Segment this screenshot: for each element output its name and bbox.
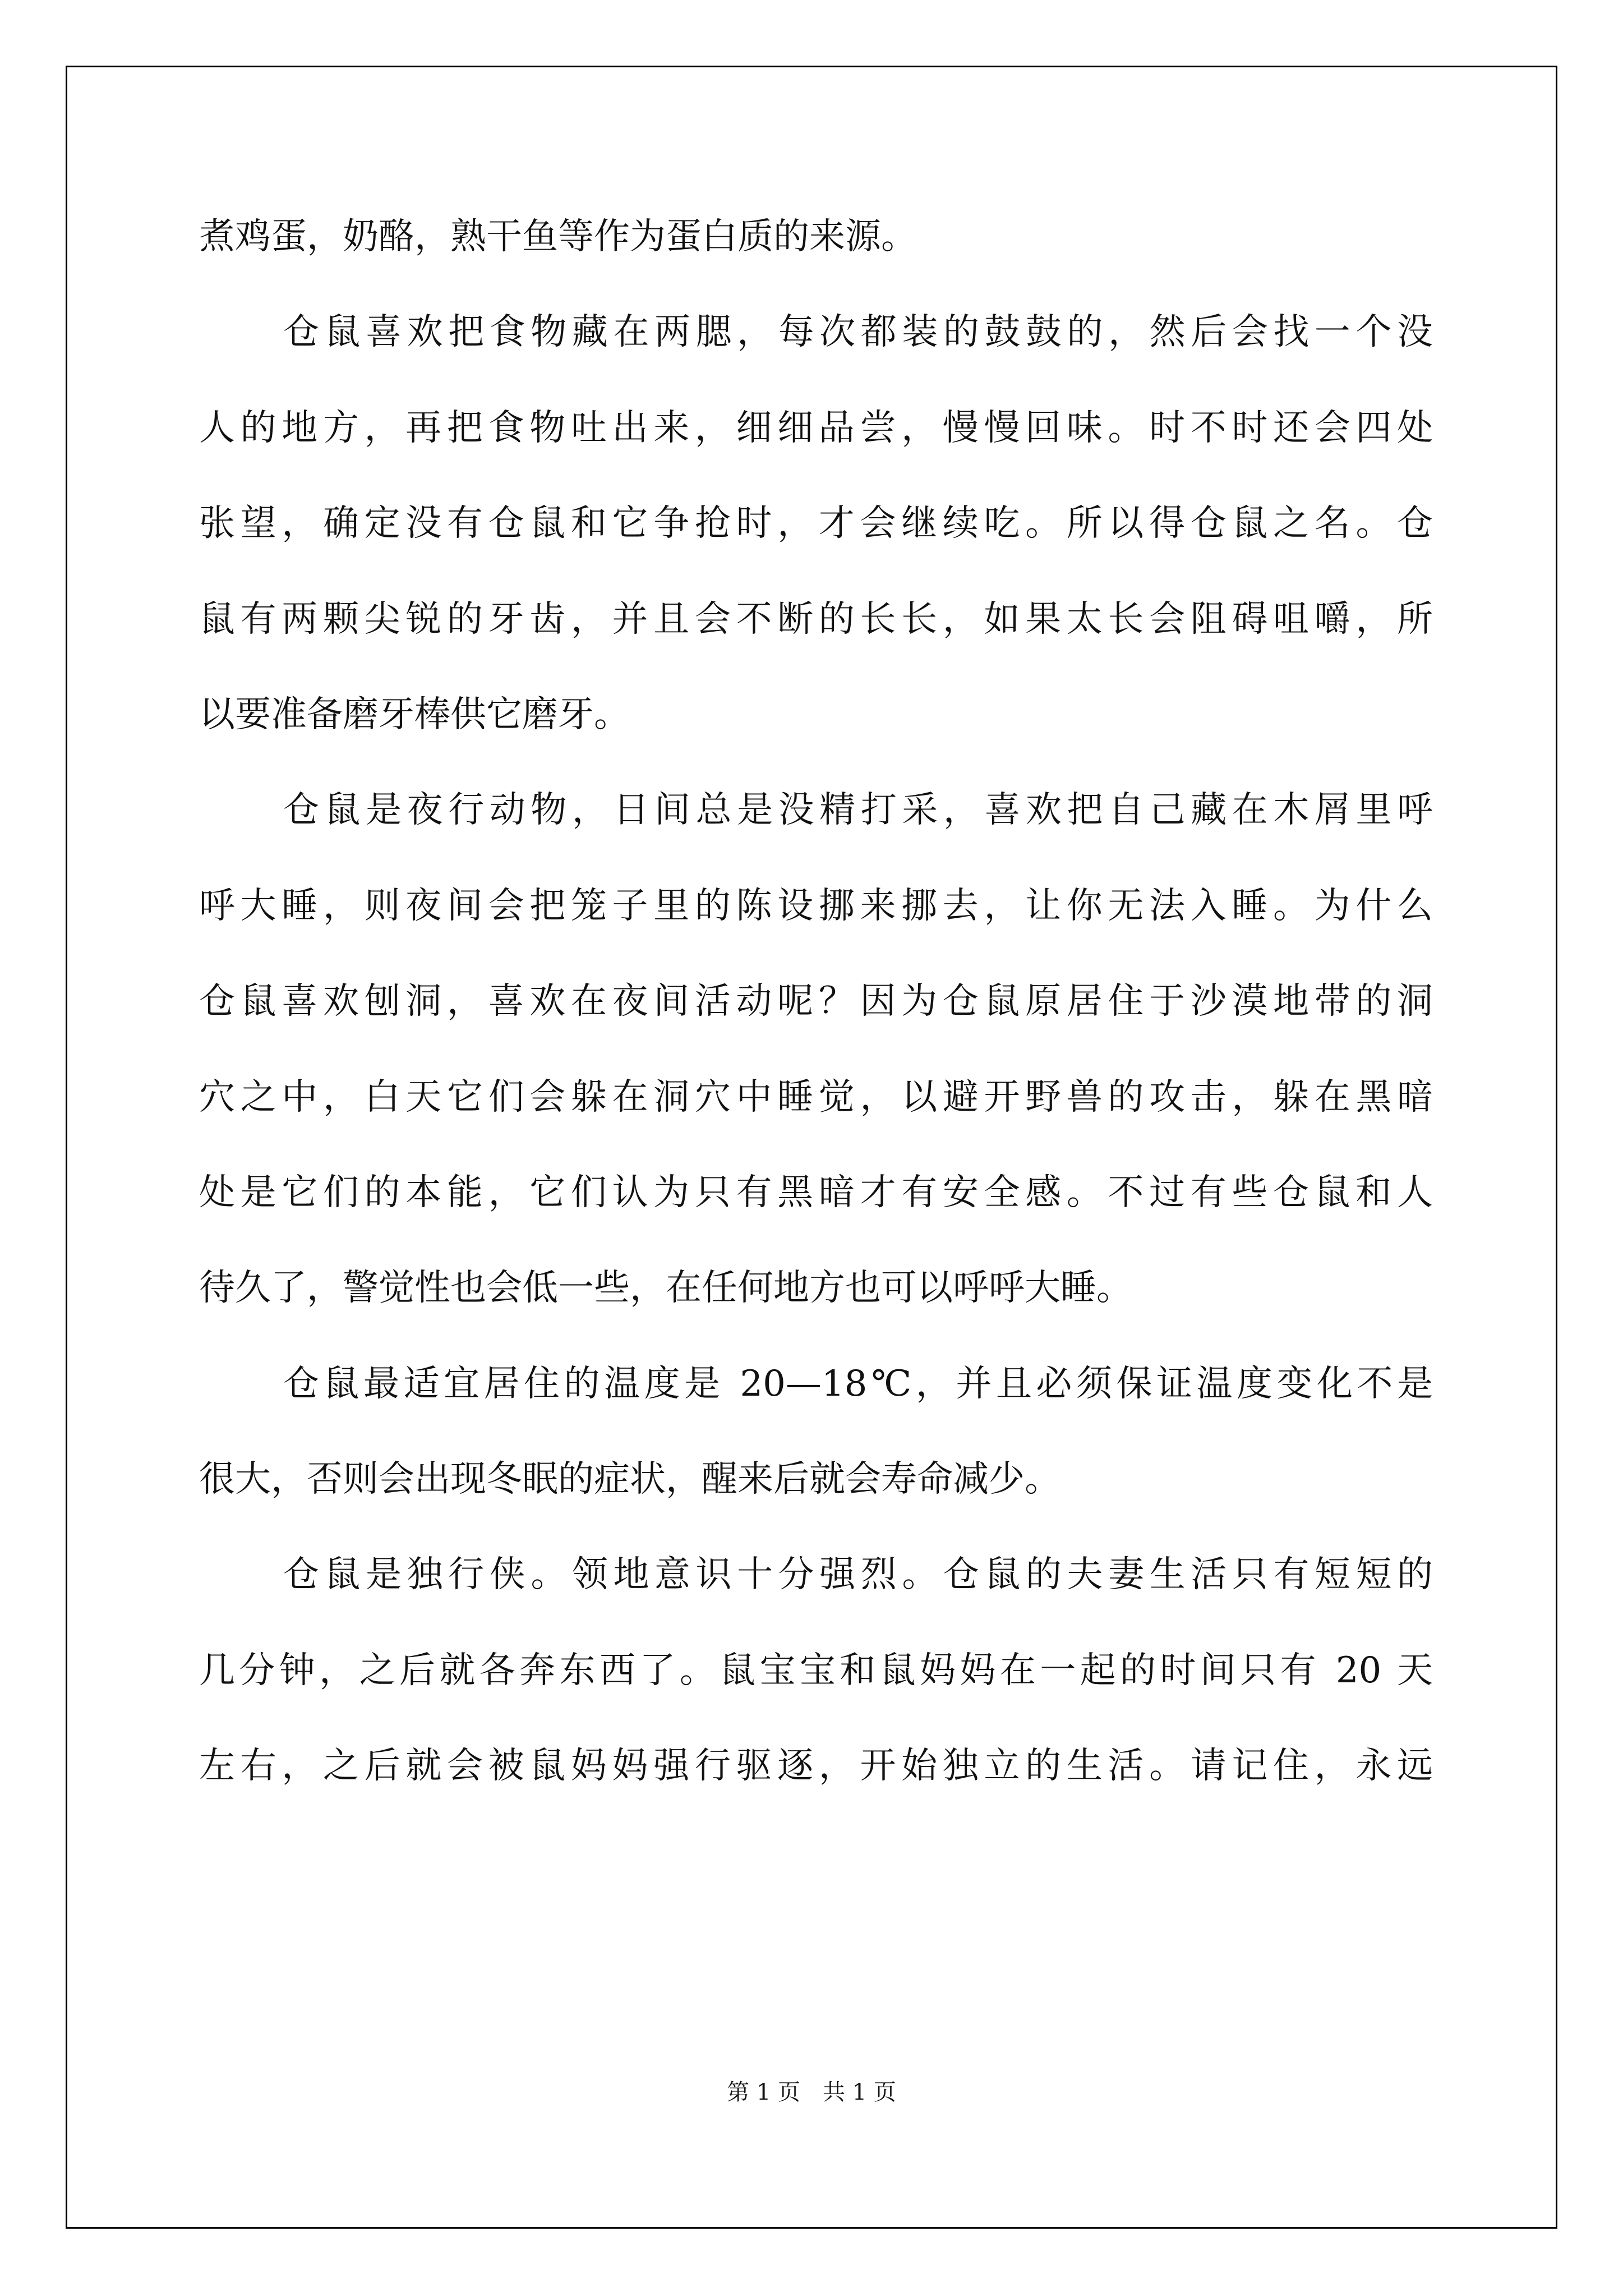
- text-line: 很大，否则会出现冬眠的症状，醒来后就会寿命减少。: [199, 1458, 1061, 1501]
- document-body: [199, 210, 1433, 1835]
- text-line: 左右，之后就会被鼠妈妈强行驱逐，开始独立的生活。请记住，永远: [199, 1745, 1433, 1787]
- text-line: 以要准备磨牙棒供它磨牙。: [199, 693, 630, 735]
- text-line: 穴之中，白天它们会躲在洞穴中睡觉，以避开野兽的攻击，躲在黑暗: [199, 1076, 1433, 1118]
- paragraph-first-line: 仓鼠喜欢把食物藏在两腮，每次都装的鼓鼓的，然后会找一个没: [283, 311, 1433, 353]
- text-line: 人的地方，再把食物吐出来，细细品尝，慢慢回味。时不时还会四处: [199, 407, 1433, 449]
- paragraph-first-line: 仓鼠是夜行动物，日间总是没精打采，喜欢把自己藏在木屑里呼: [283, 789, 1433, 831]
- text-line: 煮鸡蛋，奶酪，熟干鱼等作为蛋白质的来源。: [199, 216, 917, 257]
- text-line: 几分钟，之后就各奔东西了。鼠宝宝和鼠妈妈在一起的时间只有 20 天: [199, 1649, 1433, 1691]
- text-line: 待久了，警觉性也会低一些，在任何地方也可以呼呼大睡。: [199, 1267, 1132, 1309]
- text-line: 鼠有两颗尖锐的牙齿，并且会不断的长长，如果太长会阻碍咀嚼，所: [199, 598, 1433, 640]
- paragraph-first-line: 仓鼠最适宜居住的温度是 20—18℃，并且必须保证温度变化不是: [283, 1363, 1433, 1405]
- paragraph-first-line: 仓鼠是独行侠。领地意识十分强烈。仓鼠的夫妻生活只有短短的: [283, 1554, 1433, 1596]
- text-line: 张望，确定没有仓鼠和它争抢时，才会继续吃。所以得仓鼠之名。仓: [199, 503, 1433, 545]
- text-line: 处是它们的本能，它们认为只有黑暗才有安全感。不过有些仓鼠和人: [199, 1171, 1433, 1213]
- text-line: 呼大睡，则夜间会把笼子里的陈设挪来挪去，让你无法入睡。为什么: [199, 885, 1433, 927]
- page-number-footer: 第 1 页 共 1 页: [727, 2079, 896, 2105]
- text-line: 仓鼠喜欢刨洞，喜欢在夜间活动呢？因为仓鼠原居住于沙漠地带的洞: [199, 981, 1433, 1023]
